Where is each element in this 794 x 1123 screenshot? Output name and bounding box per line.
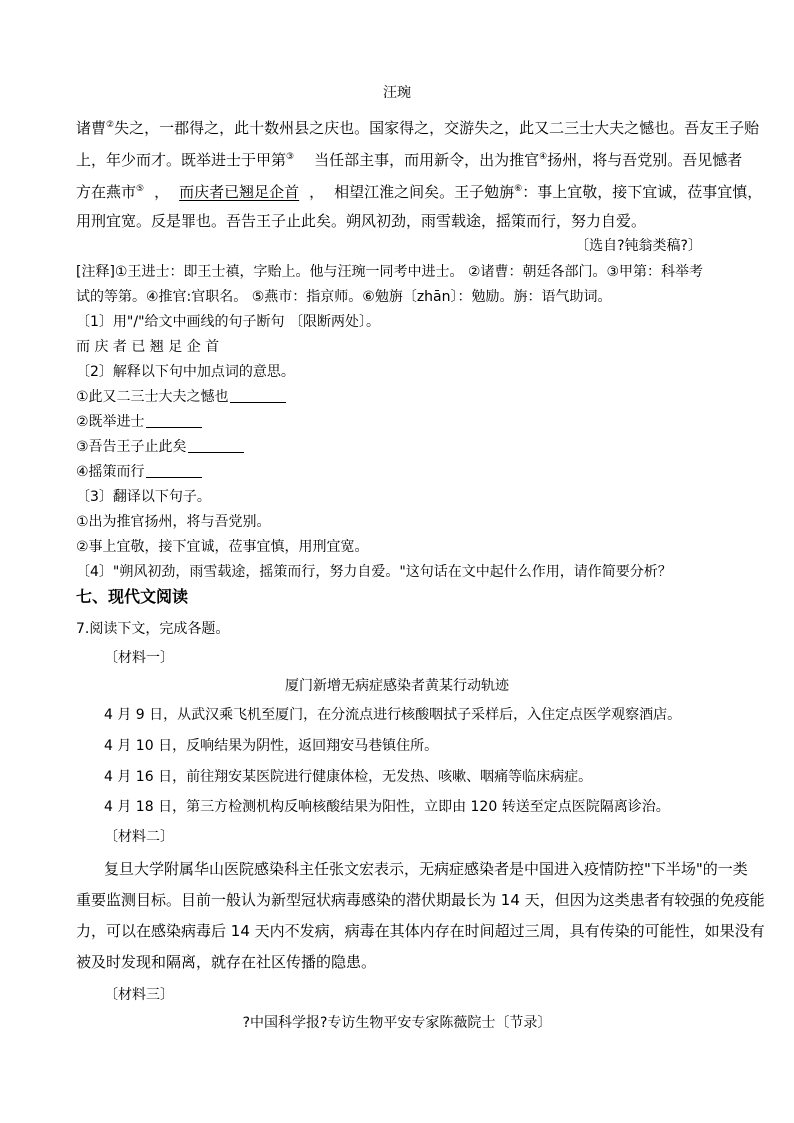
passage-line-4: 用刑宜宽。反是罪也。吾告王子止此矣。朔风初劲，雨雪载途，摇策而行，努力自爱。	[76, 212, 647, 230]
answer-blank[interactable]	[146, 463, 202, 478]
passage-line-3: 方在燕市⑤ ， 而庆者已翘足企首 ， 相望江淮之间矣。王子勉旃⑥：事上宜敬，接下宜诚，莅事宜慎，	[76, 183, 763, 201]
material-1-label: 〔材料一〕	[104, 650, 174, 666]
material-2-label: 〔材料二〕	[104, 829, 174, 845]
note-marker: ②	[106, 120, 115, 130]
material-2-line: 力，可以在感染病毒后 14 天内不发病，病毒在其体内存在时间超过三周，具有传染的可能性，如果没有	[76, 922, 765, 940]
notes-line-2: 试的等第。④推官:官职名。 ⑤燕市：指京师。⑥勉旃〔zhān〕：勉励。旃：语气助词。	[76, 289, 612, 305]
material-1-line: 4 月 9 日，从武汉乘飞机至厦门，在分流点进行核酸咽拭子采样后，入住定点医学观察酒店。	[104, 707, 682, 723]
question-4: 〔4〕"朔风初劲，雨雪载途，摇策而行，努力自爱。"这句话在文中起什么作用，请作简要分析？	[76, 564, 672, 580]
answer-blank[interactable]	[230, 388, 286, 403]
question-1-sentence: 而 庆 者 已 翘 足 企 首	[76, 339, 220, 355]
question-3: 〔3〕翻译以下句子。	[76, 489, 211, 505]
material-3-title: ?中国科学报?专访生物平安专家陈薇院士〔节录〕	[242, 1015, 552, 1031]
question-3-item: ①出为推官扬州，将与吾党别。	[76, 514, 271, 530]
note-marker: ④	[539, 152, 548, 162]
answer-blank[interactable]	[188, 438, 244, 453]
material-2-line: 复旦大学附属华山医院感染科主任张文宏表示，无病症感染者是中国进入疫情防控"下半场"的一类	[104, 860, 748, 878]
material-1-line: 4 月 16 日，前往翔安某医院进行健康体检，无发热、咳嗽、咽痛等临床病症。	[104, 769, 593, 785]
underlined-sentence: 而庆者已翘足企首	[179, 183, 300, 201]
passage-author: 汪琬	[383, 85, 411, 101]
note-marker: ⑥	[514, 184, 523, 194]
question-2-item: ③吾告王子止此矣	[76, 437, 244, 457]
section-heading: 七、现代文阅读	[76, 587, 189, 606]
note-marker: ③	[286, 152, 295, 162]
question-3-item: ②事上宜敬，接下宜诚，莅事宜慎，用刑宜宽。	[76, 539, 369, 555]
material-3-label: 〔材料三〕	[104, 987, 174, 1003]
material-1-title: 厦门新增无病症感染者黄某行动轨迹	[285, 678, 509, 694]
passage-line-1: 诸曹②失之，一郡得之，此十数州县之庆也。国家得之，交游失之，此又二三士大夫之憾也。吾友王子贻	[76, 119, 760, 137]
question-2-item: ④摇策而行	[76, 462, 202, 482]
question-2-item: ②既举进士	[76, 412, 202, 432]
question-2: 〔2〕解释以下句中加点词的意思。	[76, 364, 295, 380]
section-intro: 7.阅读下文，完成各题。	[76, 621, 230, 637]
note-marker: ⑤	[136, 184, 145, 194]
passage-source: 〔选自?钝翁类稿?〕	[575, 238, 702, 254]
answer-blank[interactable]	[146, 413, 202, 428]
material-1-line: 4 月 10 日，反响结果为阴性，返回翔安马巷镇住所。	[104, 738, 439, 754]
passage-line-2: 上，年少而才。既举进士于甲第③ 当任部主事，而用新令，出为推官④扬州，将与吾党别。吾见憾者	[76, 151, 743, 169]
question-1: 〔1〕用"/"给文中画线的句子断句 〔限断两处〕。	[76, 314, 380, 330]
question-2-item: ①此又二三士大夫之憾也	[76, 387, 286, 407]
notes-line-1: [注释]①王进士：即王士禛，字贻上。他与汪琬一同考中进士。 ②诸曹：朝廷各部门。③甲第：科举考	[76, 264, 704, 280]
material-1-line: 4 月 18 日，第三方检测机构反响核酸结果为阳性，立即由 120 转送至定点医院隔离诊治。	[104, 799, 670, 815]
material-2-line: 被及时发现和隔离，就存在社区传播的隐患。	[76, 953, 377, 971]
material-2-line: 重要监测目标。目前一般认为新型冠状病毒感染的潜伏期最长为 14 天，但因为这类患者有较强的免疫能	[76, 891, 765, 909]
